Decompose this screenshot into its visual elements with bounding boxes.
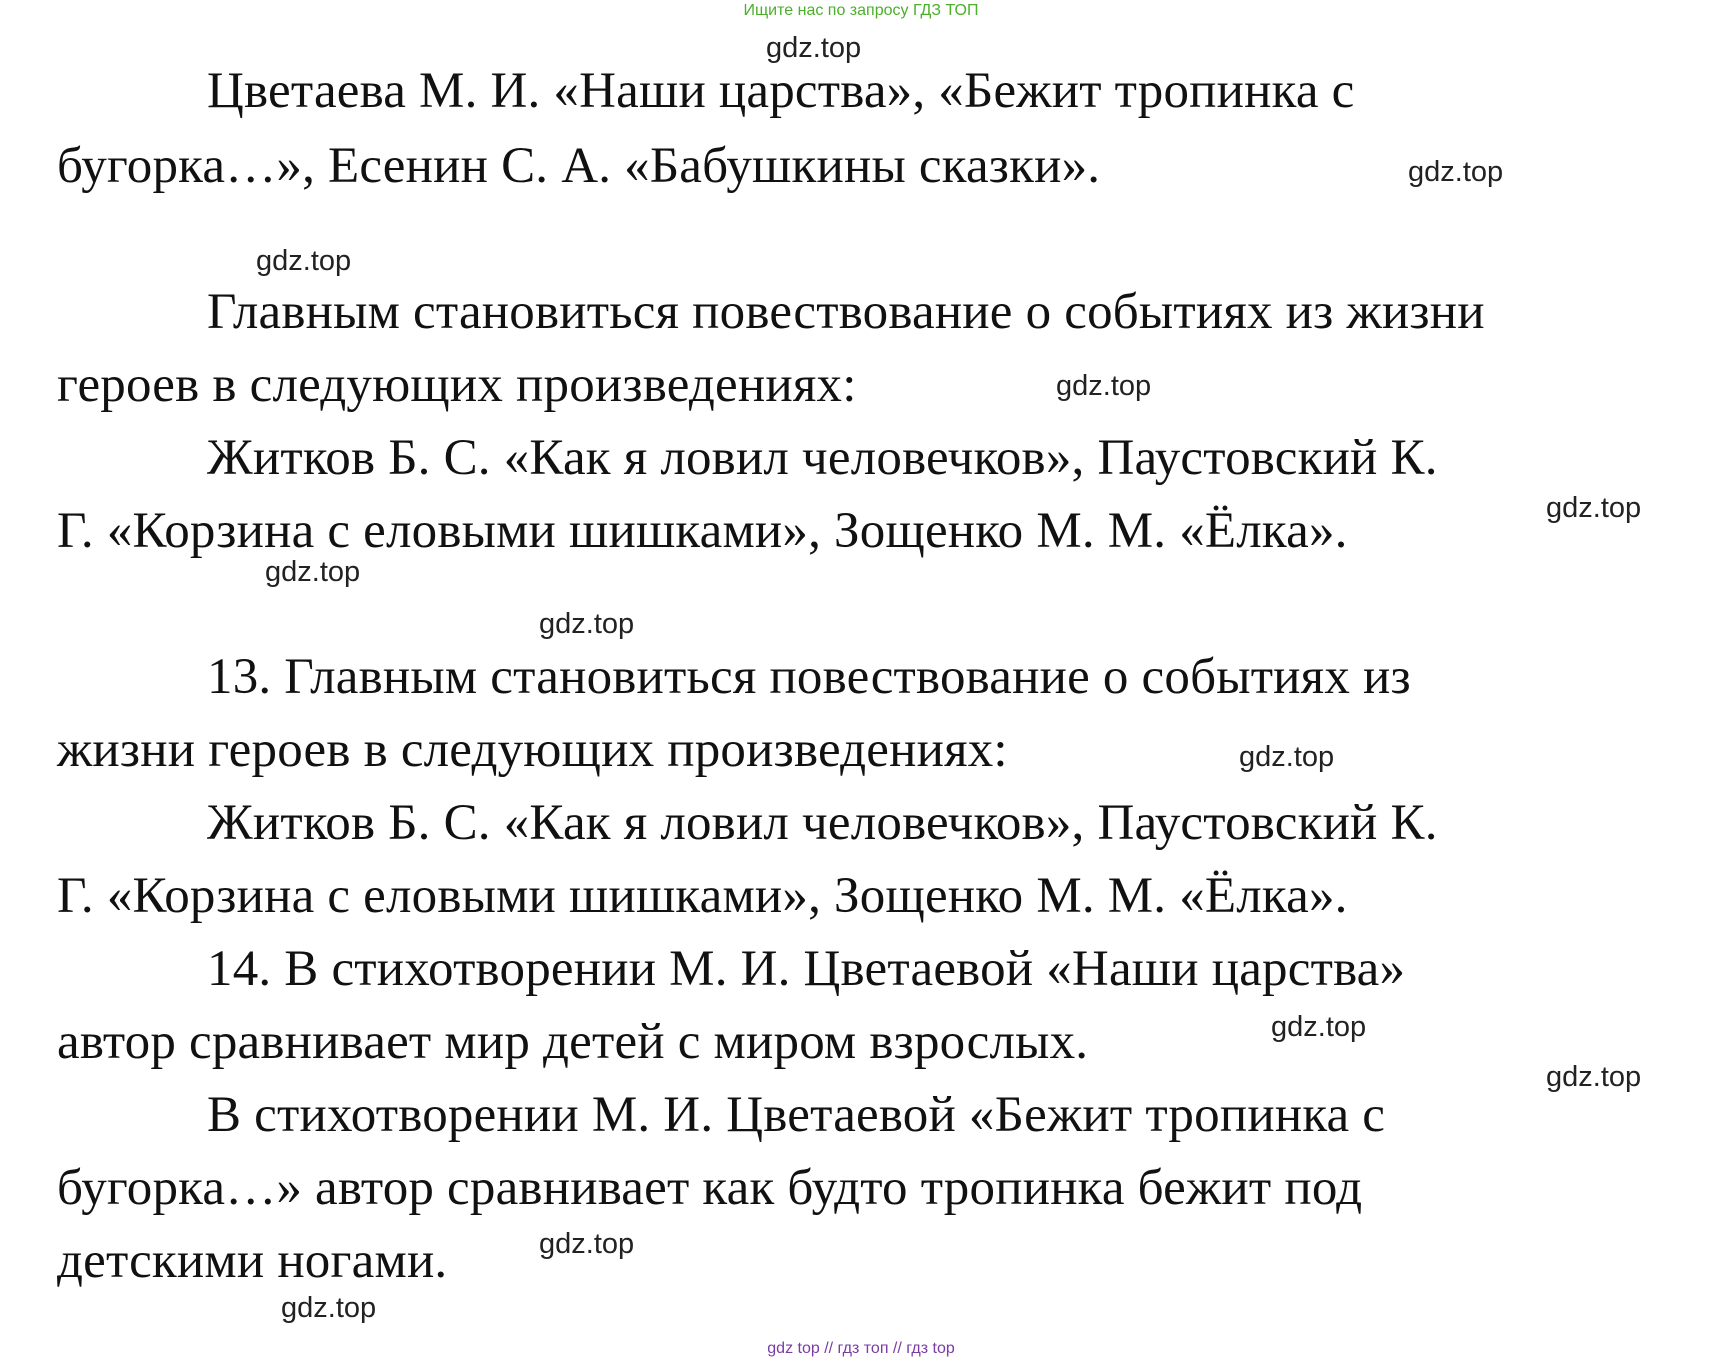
text-line-9: Житков Б. С. «Как я ловил человечков», Паустовский К. — [207, 795, 1438, 851]
watermark: gdz.top — [1271, 1011, 1367, 1043]
text-line-8: жизни героев в следующих произведениях: — [57, 722, 1008, 778]
watermark: gdz.top — [1239, 741, 1335, 773]
watermark: gdz.top — [1546, 1061, 1642, 1093]
text-line-5: Житков Б. С. «Как я ловил человечков», Паустовский К. — [207, 430, 1438, 486]
watermark: gdz.top — [766, 32, 862, 64]
text-line-3: Главным становиться повествование о событиях из жизни — [207, 284, 1485, 340]
text-line-1: Цветаева М. И. «Наши царства», «Бежит тропинка с — [207, 63, 1355, 119]
watermark: gdz.top — [1408, 156, 1504, 188]
watermark: gdz.top — [539, 608, 635, 640]
text-line-13: В стихотворении М. И. Цветаевой «Бежит тропинка с — [207, 1087, 1386, 1143]
watermark: gdz.top — [265, 556, 361, 588]
watermark: gdz.top — [1056, 370, 1152, 402]
watermark: gdz.top — [539, 1228, 635, 1260]
text-line-7: 13. Главным становиться повествование о событиях из — [207, 649, 1411, 705]
text-line-15: детскими ногами. — [57, 1233, 448, 1289]
watermark: gdz.top — [281, 1292, 377, 1324]
text-line-4: героев в следующих произведениях: — [57, 357, 857, 413]
text-line-10: Г. «Корзина с еловыми шишками», Зощенко М. М. «Ёлка». — [57, 868, 1348, 924]
watermark: gdz.top — [1546, 492, 1642, 524]
footer-note: gdz top // гдз топ // гдз top — [767, 1340, 955, 1357]
text-line-12: автор сравнивает мир детей с миром взрослых. — [57, 1014, 1089, 1070]
text-line-2: бугорка…», Есенин С. А. «Бабушкины сказки». — [57, 138, 1101, 194]
text-line-14: бугорка…» автор сравнивает как будто тропинка бежит под — [57, 1160, 1363, 1216]
text-line-6: Г. «Корзина с еловыми шишками», Зощенко М. М. «Ёлка». — [57, 503, 1348, 559]
text-line-11: 14. В стихотворении М. И. Цветаевой «Наши царства» — [207, 941, 1406, 997]
header-search-note: Ищите нас по запросу ГДЗ ТОП — [743, 2, 979, 19]
watermark: gdz.top — [256, 245, 352, 277]
